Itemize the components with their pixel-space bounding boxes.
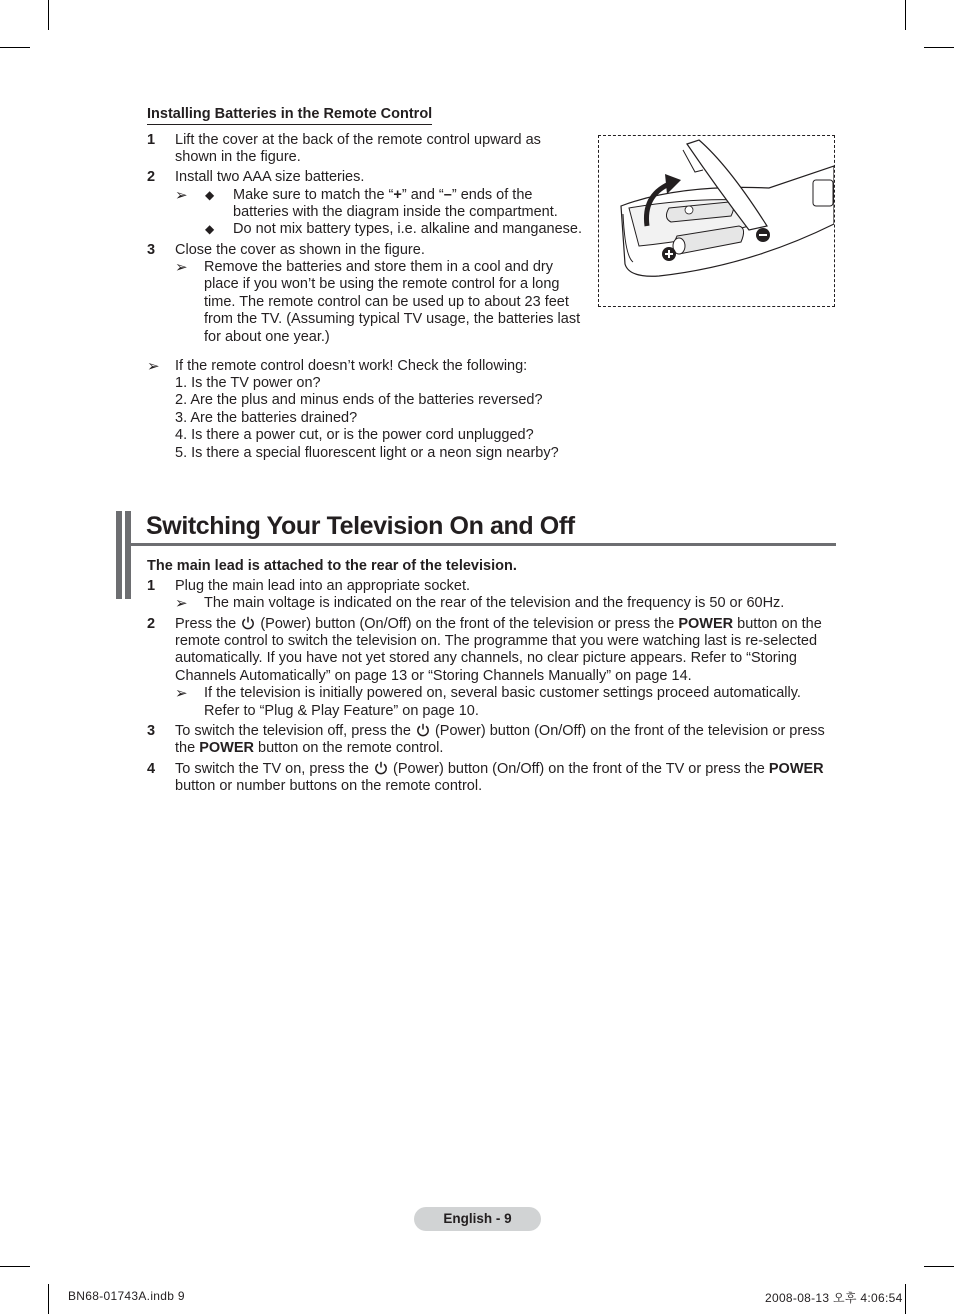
step-text: remote control to switch the television on. The programme that you were watching last is re-selected — [175, 633, 818, 649]
crop-mark — [905, 1284, 906, 1314]
step-text: Install two AAA size batteries. — [175, 169, 365, 185]
step-text — [175, 616, 822, 633]
step-number: 1 — [147, 132, 156, 148]
step-text: button or number buttons on the remote control. — [175, 778, 483, 794]
crop-mark — [0, 1266, 30, 1267]
minus-symbol: – — [443, 187, 452, 203]
crop-mark — [48, 0, 49, 30]
crop-mark — [924, 47, 954, 48]
note-text: for about one year.) — [204, 329, 330, 345]
text-fragment: (Power) button (On/Off) on the front of the television or press — [434, 723, 825, 739]
crop-mark — [924, 1266, 954, 1267]
page-number-badge: English - 9 — [414, 1207, 541, 1231]
footer-file-name: BN68-01743A.indb 9 — [68, 1289, 185, 1303]
note-text: from the TV. (Assuming typical TV usage, the batteries last — [204, 311, 581, 327]
step-text: Close the cover as shown in the figure. — [175, 242, 425, 258]
step-text: Plug the main lead into an appropriate socket. — [175, 578, 471, 594]
text-fragment: Press the — [175, 616, 237, 632]
title-underline — [130, 543, 836, 546]
text-fragment: (Power) button (On/Off) on the front of the TV or press the — [393, 761, 765, 777]
check-intro: If the remote control doesn’t work! Check the following: — [175, 358, 528, 374]
note-arrow-icon: ➢ — [175, 595, 188, 612]
plus-symbol: + — [393, 187, 402, 203]
note-arrow-icon: ➢ — [175, 187, 188, 204]
check-item: 5. Is there a special fluorescent light or a neon sign nearby? — [175, 445, 559, 461]
text-fragment: button on the remote control. — [258, 740, 444, 756]
section-title: Switching Your Television On and Off — [146, 512, 575, 540]
footer-timestamp: 2008-08-13 오후 4:06:54 — [765, 1291, 903, 1305]
bullet-text — [233, 187, 532, 204]
crop-mark — [905, 0, 906, 30]
power-label: POWER — [678, 616, 734, 632]
batteries-heading: Installing Batteries in the Remote Control — [147, 106, 432, 125]
step-number: 4 — [147, 761, 156, 777]
step-text: Channels Automatically” on page 13 or “Storing Channels Manually” on page 14. — [175, 668, 692, 684]
step-number: 2 — [147, 169, 156, 185]
power-label: POWER — [768, 761, 824, 777]
note-arrow-icon: ➢ — [147, 358, 160, 375]
step-text — [175, 723, 825, 740]
note-arrow-icon: ➢ — [175, 259, 188, 276]
text-fragment: ” ends of the — [451, 187, 533, 203]
bullet-text: Do not mix battery types, i.e. alkaline and manganese. — [233, 221, 582, 237]
lead-text: The main lead is attached to the rear of the television. — [147, 558, 517, 574]
check-item: 3. Are the batteries drained? — [175, 410, 358, 426]
bullet-diamond-icon: ◆ — [205, 222, 215, 236]
title-accent-bar — [116, 511, 122, 599]
remote-battery-figure — [598, 135, 835, 307]
power-label: POWER — [199, 740, 254, 756]
power-icon — [241, 616, 255, 630]
crop-mark — [48, 1284, 49, 1314]
note-text: If the television is initially powered on, several basic customer settings proceed automatically. — [204, 685, 801, 701]
step-text: Lift the cover at the back of the remote control upward as — [175, 132, 541, 148]
step-text — [175, 761, 824, 778]
note-arrow-icon: ➢ — [175, 685, 188, 702]
text-fragment: To switch the television off, press the — [175, 723, 411, 739]
power-icon — [416, 723, 430, 737]
note-text: Remove the batteries and store them in a cool and dry — [204, 259, 553, 275]
step-number: 3 — [147, 242, 156, 258]
step-text — [175, 740, 443, 757]
remote-illustration — [599, 136, 834, 306]
check-item: 2. Are the plus and minus ends of the batteries reversed? — [175, 392, 543, 408]
note-text: place if you won’t be using the remote control for a long — [204, 276, 560, 292]
plus-icon — [662, 247, 676, 261]
step-number: 1 — [147, 578, 156, 594]
text-fragment: ” and “ — [401, 187, 444, 203]
crop-mark — [0, 47, 30, 48]
note-text: The main voltage is indicated on the rear of the television and the frequency is 50 or 60Hz. — [204, 595, 785, 611]
step-number: 2 — [147, 616, 156, 632]
bullet-text: batteries with the diagram inside the compartment. — [233, 204, 558, 220]
text-fragment: To switch the TV on, press the — [175, 761, 369, 777]
step-number: 3 — [147, 723, 156, 739]
step-text: automatically. If you have not yet stored any channels, no clear picture appears. Refer to “Storing — [175, 650, 797, 666]
text-fragment: the — [175, 740, 196, 756]
step-text: shown in the figure. — [175, 149, 301, 165]
check-item: 1. Is the TV power on? — [175, 375, 321, 391]
check-item: 4. Is there a power cut, or is the power cord unplugged? — [175, 427, 534, 443]
minus-icon — [756, 228, 770, 242]
power-icon — [374, 761, 388, 775]
text-fragment: Make sure to match the “ — [233, 187, 394, 203]
note-text: time. The remote control can be used up to about 23 feet — [204, 294, 569, 310]
note-text: Refer to “Plug & Play Feature” on page 10. — [204, 703, 479, 719]
bullet-diamond-icon: ◆ — [205, 188, 215, 202]
title-accent-bar — [125, 511, 131, 599]
text-fragment: button on the — [737, 616, 822, 632]
text-fragment: (Power) button (On/Off) on the front of the television or press the — [260, 616, 675, 632]
